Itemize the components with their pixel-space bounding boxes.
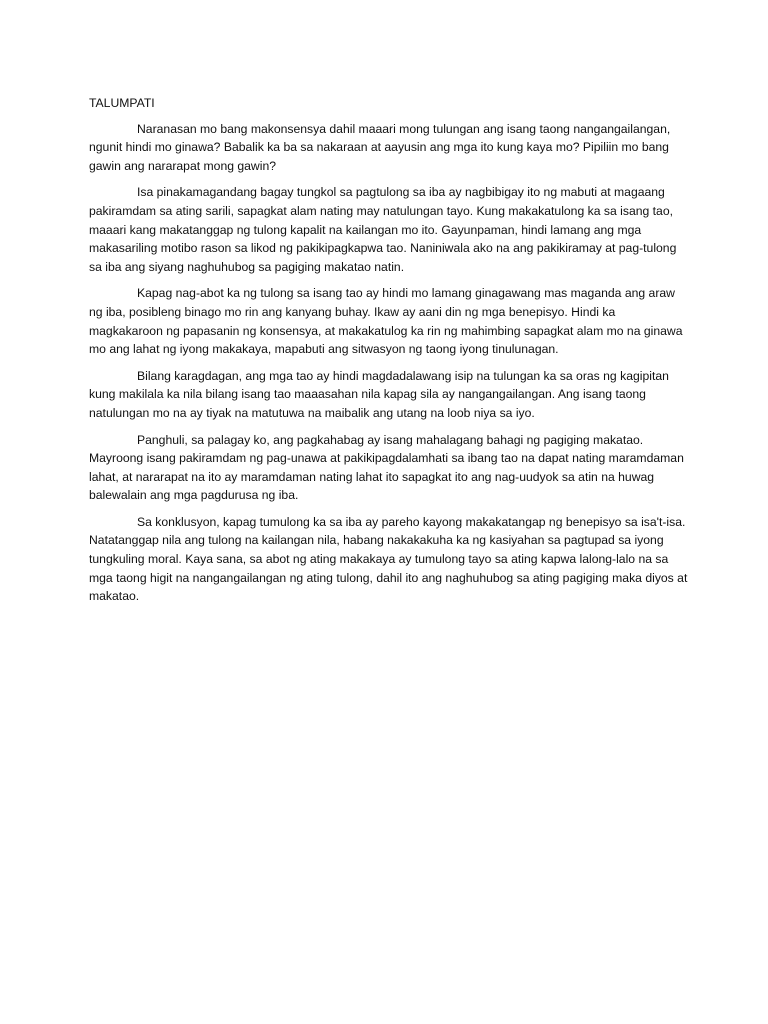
paragraph-4: Bilang karagdagan, ang mga tao ay hindi magdadalawang isip na tulungan ka sa oras ng kagipitan kung makilala ka nila bilang isang tao maaasahan nila kapag sila ay nangangailangan. Ang isang taong natulungan mo na ay tiyak na matutuwa na maibalik ang utang na loob niya sa iyo.	[89, 368, 669, 420]
paragraph-2: Isa pinakamagandang bagay tungkol sa pagtulong sa iba ay nagbibigay ito ng mabuti at magaang pakiramdam sa ating sarili, sapagkat alam nating may natulungan tayo. Kung makakatulong ka sa isang tao, maaari kang makatanggap ng tulong kapalit na kailangan mo ito. Gayunpaman, hindi lamang ang mga makasariling motibo rason sa likod ng pakikipagkapwa tao. Naniniwala ako na ang pakikiramay at pag-tulong sa iba ang siyang naghuhubog sa pagiging makatao natin.	[89, 185, 677, 274]
document-body	[89, 94, 689, 614]
document-title: TALUMPATI	[89, 96, 155, 110]
paragraph-3: Kapag nag-abot ka ng tulong sa isang tao ay hindi mo lamang ginagawang mas maganda ang araw ng iba, posibleng binago mo rin ang kanyang buhay. Ikaw ay aani din ng mga benepisyo. Hindi ka magkakaroon ng papasanin ng konsensya, at makakatulog ka rin ng mahimbing sapagkat alam mo na ginawa mo ang lahat ng iyong makakaya, mapabuti ang sitwasyon ng taong iyong tinulunagan.	[89, 286, 683, 357]
paragraph-5: Panghuli, sa palagay ko, ang pagkahabag ay isang mahalagang bahagi ng pagiging makatao. Mayroong isang pakiramdam ng pag-unawa at pakikipagdalamhati sa ibang tao na dapat nating maramdaman lahat, at nararapat na ito ay maramdaman nating lahat ito sapagkat ito ang nag-uudyok sa atin na huwag balewalain ang mga pagdurusa ng iba.	[89, 432, 684, 503]
paragraph-6: Sa konklusyon, kapag tumulong ka sa iba ay pareho kayong makakatangap ng benepisyo sa isa't-isa. Natatanggap nila ang tulong na kailangan nila, habang nakakakuha ka ng kasiyahan sa pagtupad sa iyong tungkuling moral. Kaya sana, sa abot ng ating makakaya ay tumulong tayo sa ating kapwa lalong-lalo na sa mga taong higit na nangangailangan ng ating tulong, dahil ito ang naghuhubog sa ating pagiging maka diyos at makatao.	[89, 514, 688, 604]
paragraph-1: Naranasan mo bang makonsensya dahil maaari mong tulungan ang isang taong nangangailangan, ngunit hindi mo ginawa? Babalik ka ba sa nakaraan at aayusin ang mga ito kung kaya mo? Pipiliin mo bang gawin ang nararapat mong gawin?	[89, 121, 671, 173]
